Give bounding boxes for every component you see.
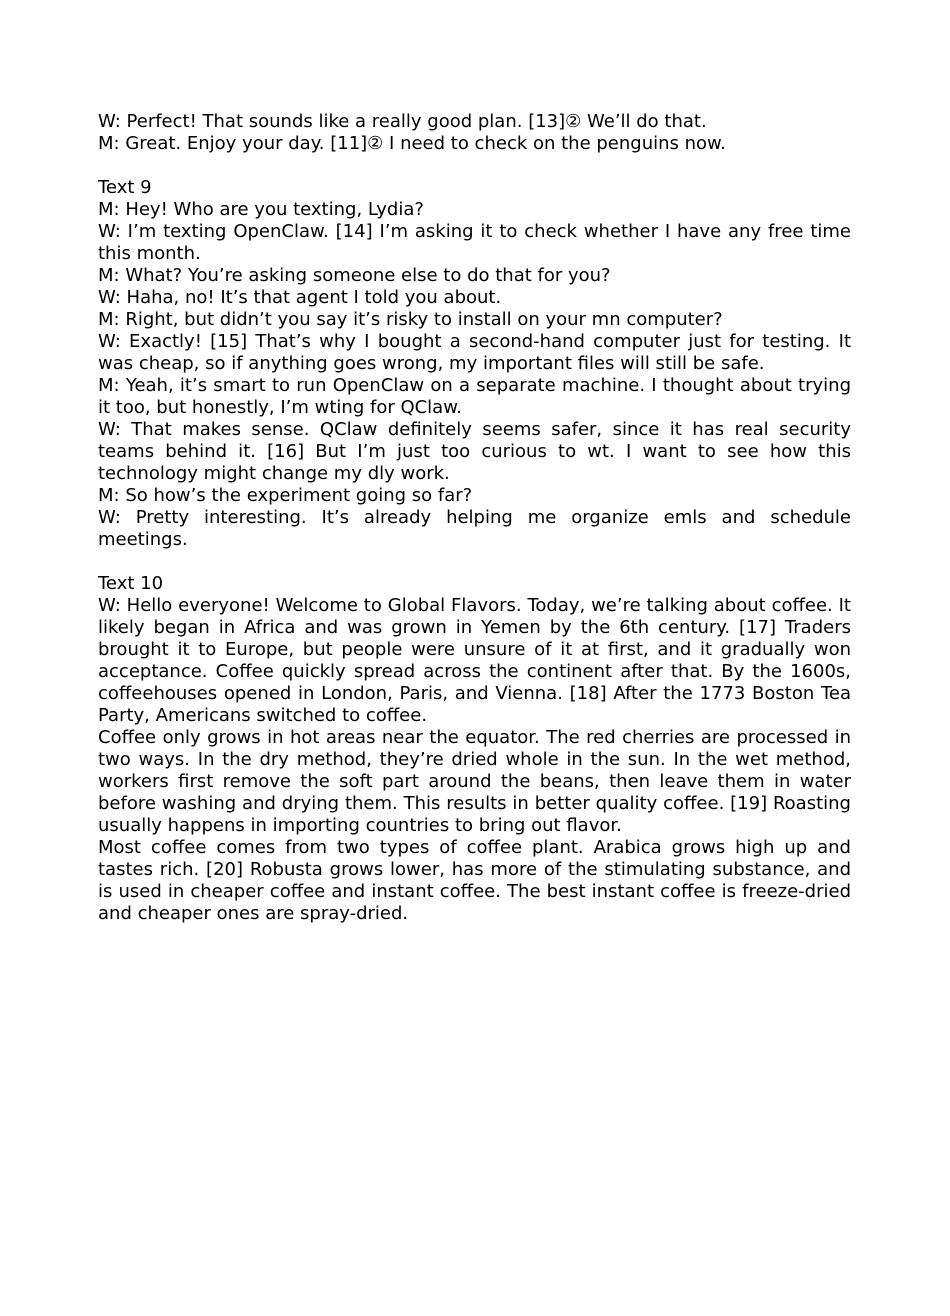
dialogue-line: M: Great. Enjoy your day. [11]② I need to check on the penguins now. <box>98 133 726 154</box>
document-page <box>98 111 851 925</box>
dialogue-line: M: What? You’re asking someone else to do that for you? <box>98 265 611 286</box>
dialogue-line: M: Yeah, it’s smart to run OpenClaw on a separate machine. I thought about trying it too, but honestly, I’m wting for QClaw. <box>98 375 851 418</box>
monologue-paragraph: Most coffee comes from two types of coffee plant. Arabica grows high up and tastes rich. [20] Robusta grows lower, has more of the stimulating substance, and is used in cheaper coffee and instant coffee. The best instant coffee is freeze-dried and cheaper ones are spray-dried. <box>98 837 851 924</box>
section-title-text-9: Text 9 <box>98 177 152 198</box>
dialogue-line: W: That makes sense. QClaw definitely seems safer, since it has real security teams behind it. [16] But I’m just too curious to wt. I want to see how this technology might change my dly work. <box>98 419 851 484</box>
paragraph-gap <box>98 551 851 573</box>
dialogue-line: W: Perfect! That sounds like a really good plan. [13]② We’ll do that. <box>98 111 707 132</box>
monologue-paragraph: Coffee only grows in hot areas near the equator. The red cherries are processed in two ways. In the dry method, they’re dried whole in the sun. In the wet method, workers first remove the soft part around the beans, then leave them in water before washing and drying them. This results in better quality coffee. [19] Roasting usually happens in importing countries to bring out flavor. <box>98 727 851 836</box>
paragraph-gap <box>98 155 851 177</box>
dialogue-line: W: I’m texting OpenClaw. [14] I’m asking it to check whether I have any free time this month. <box>98 221 851 264</box>
dialogue-line: W: Pretty interesting. It’s already helping me organize emls and schedule meetings. <box>98 507 851 550</box>
dialogue-line: W: Exactly! [15] That’s why I bought a second-hand computer just for testing. It was cheap, so if anything goes wrong, my important files will still be safe. <box>98 331 851 374</box>
dialogue-line: M: Hey! Who are you texting, Lydia? <box>98 199 424 220</box>
dialogue-line: M: So how’s the experiment going so far? <box>98 485 473 506</box>
section-title-text-10: Text 10 <box>98 573 164 594</box>
monologue-paragraph: W: Hello everyone! Welcome to Global Flavors. Today, we’re talking about coffee. It likely began in Africa and was grown in Yemen by the 6th century. [17] Traders brought it to Europe, but people were unsure of it at first, and it gradually won acceptance. Coffee quickly spread across the continent after that. By the 1600s, coffeehouses opened in London, Paris, and Vienna. [18] After the 1773 Boston Tea Party, Americans switched to coffee. <box>98 595 851 726</box>
dialogue-line: W: Haha, no! It’s that agent I told you about. <box>98 287 502 308</box>
dialogue-line: M: Right, but didn’t you say it’s risky to install on your mn computer? <box>98 309 723 330</box>
